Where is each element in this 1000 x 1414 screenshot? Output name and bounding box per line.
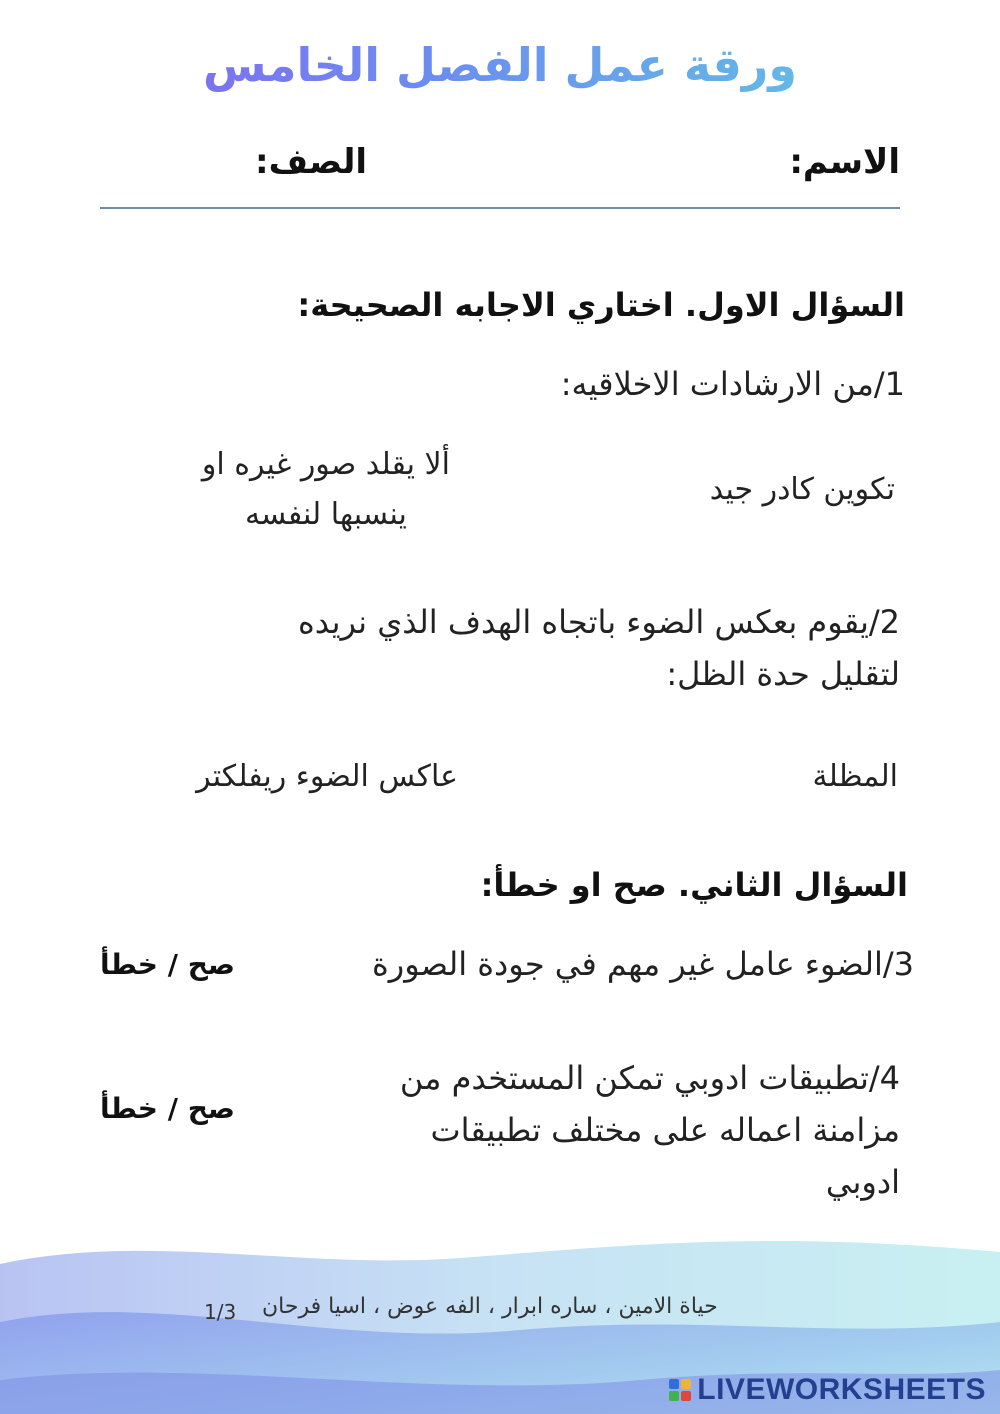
liveworksheets-text: LIVEWORKSHEETS	[697, 1373, 986, 1406]
q2-option-b[interactable]: عاكس الضوء ريفلكتر	[196, 759, 458, 794]
q1-option-a[interactable]: تكوين كادر جيد	[709, 472, 895, 507]
liveworksheets-grid-icon	[669, 1379, 691, 1401]
question-2	[298, 596, 900, 700]
question-4	[400, 1052, 900, 1208]
question-4-line2: مزامنة اعماله على مختلف تطبيقات	[430, 1111, 900, 1149]
question-2-line1: 2/يقوم بعكس الضوء باتجاه الهدف الذي نريده	[298, 603, 900, 641]
header-divider	[100, 207, 900, 209]
section1-heading: السؤال الاول. اختاري الاجابه الصحيحة:	[297, 286, 905, 324]
q3-true-false[interactable]: صح / خطأ	[100, 948, 235, 981]
liveworksheets-logo[interactable]	[669, 1372, 986, 1408]
name-label: الاسم:	[789, 142, 900, 182]
q1-option-b[interactable]	[202, 440, 450, 540]
page-number: 1/3	[204, 1300, 237, 1324]
q4-true-false[interactable]: صح / خطأ	[100, 1092, 235, 1125]
authors-credits: حياة الامين ، ساره ابرار ، الفه عوض ، اسيا فرحان	[262, 1294, 718, 1319]
question-3: 3/الضوء عامل غير مهم في جودة الصورة	[371, 945, 914, 983]
q2-option-a[interactable]: المظلة	[812, 759, 898, 794]
q1-option-b-line2: ينسبها لنفسه	[244, 497, 407, 532]
q1-option-b-line1: ألا يقلد صور غيره او	[201, 447, 450, 482]
question-4-line1: 4/تطبيقات ادوبي تمكن المستخدم من	[399, 1059, 900, 1097]
class-label: الصف:	[255, 142, 368, 182]
question-4-line3: ادوبي	[825, 1163, 900, 1201]
question-1: 1/من الارشادات الاخلاقيه:	[560, 365, 905, 403]
question-2-line2: لتقليل حدة الظل:	[666, 655, 900, 693]
page-title: ورقة عمل الفصل الخامس	[0, 38, 1000, 92]
section2-heading: السؤال الثاني. صح او خطأ:	[480, 866, 908, 904]
